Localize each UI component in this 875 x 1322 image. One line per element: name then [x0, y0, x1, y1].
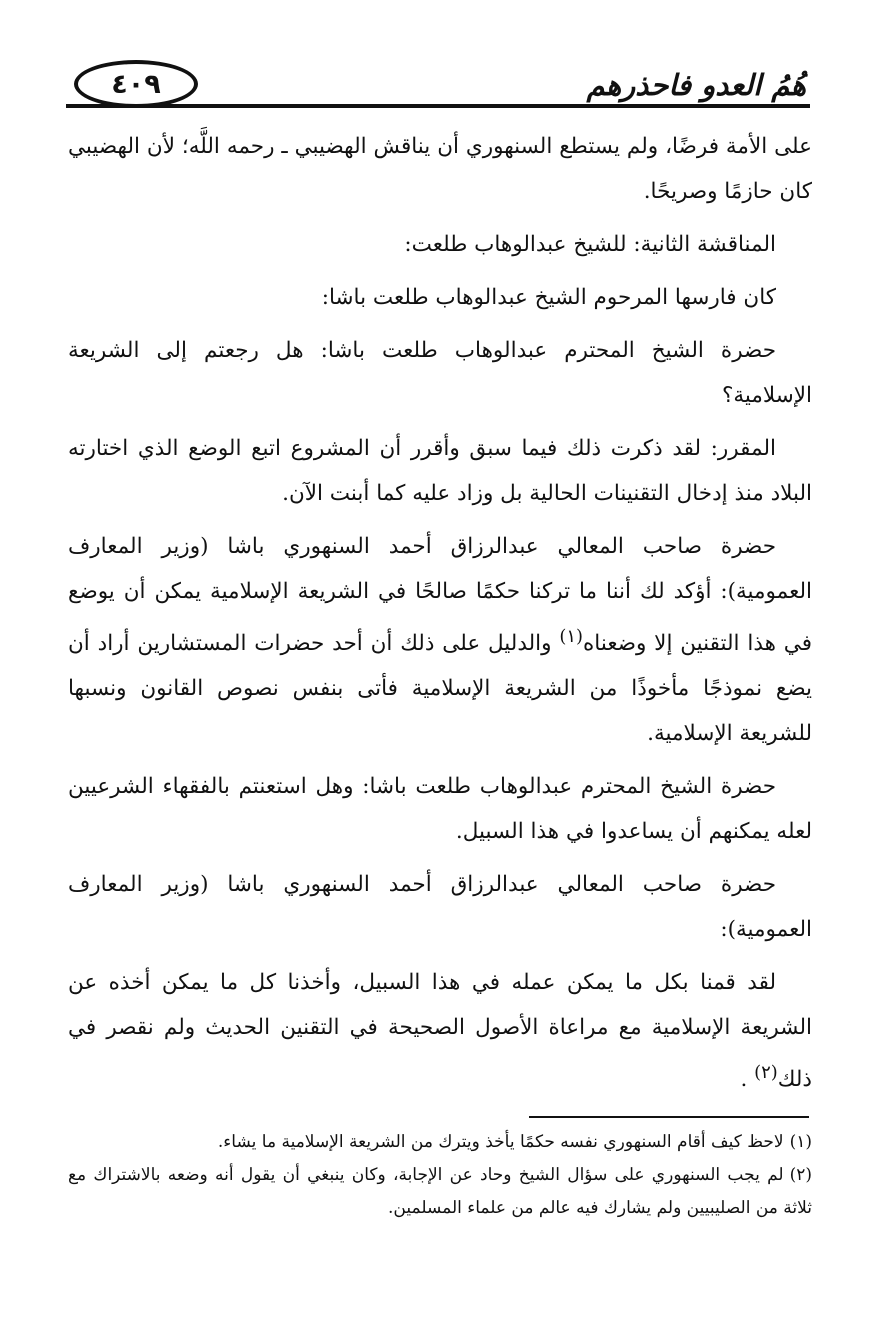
running-title: هُمُ العدو فاحذرهم — [586, 68, 806, 102]
paragraph: على الأمة فرضًا، ولم يستطع السنهوري أن يناقش الهضيبي ـ رحمه اللَّه؛ لأن الهضيبي كان حازمًا وصريحًا. — [68, 134, 812, 204]
footnote — [68, 1159, 812, 1225]
paragraph-text: . — [740, 1067, 748, 1093]
footnote-text: لاحظ كيف أقام السنهوري نفسه حكمًا يأخذ ويترك من الشريعة الإسلامية ما يشاء. — [217, 1132, 784, 1152]
paragraph: كان فارسها المرحوم الشيخ عبدالوهاب طلعت باشا: — [321, 285, 776, 310]
footnote-reference: (٢) — [754, 1062, 778, 1084]
footnote-text: لم يجب السنهوري على سؤال الشيخ وحاد عن الإجابة، وكان ينبغي أن يقول أنه وضعه بالاشتراك مع ثلاثة من الصليبيين ولم يشارك فيه عالم من علماء المسلمين. — [68, 1165, 812, 1218]
footnote-rule — [529, 1116, 809, 1118]
page-number: ٤٠٩ — [74, 60, 198, 108]
paragraph — [68, 524, 812, 756]
paragraph-text: حضرة صاحب المعالي عبدالرزاق أحمد السنهوري باشا (وزير المعارف العمومية): أؤكد لك أننا ما تركنا حكمًا صالحًا في الشريعة الإسلامية يمكن أن يوضع في هذا التقنين إلا وضعناه — [68, 534, 812, 657]
paragraph: حضرة الشيخ المحترم عبدالوهاب طلعت باشا: وهل استعنتم بالفقهاء الشرعيين لعله يمكنهم أن يساعدوا في هذا السبيل. — [68, 774, 812, 845]
header-rule — [66, 104, 810, 108]
footnote-reference: (١) — [559, 626, 584, 647]
footnote-marker: (٢) — [789, 1165, 812, 1185]
paragraph: حضرة صاحب المعالي عبدالرزاق أحمد السنهوري باشا (وزير المعارف العمومية): — [68, 872, 812, 943]
paragraph: حضرة الشيخ المحترم عبدالوهاب طلعت باشا: هل رجعتم إلى الشريعة الإسلامية؟ — [68, 338, 812, 408]
paragraph-text: لقد قمنا بكل ما يمكن عمله في هذا السبيل، وأخذنا كل ما يمكن أخذه عن الشريعة الإسلامية مع مراعاة الأصول الصحيحة في التقنين الحديث ولم نقصر في ذلك — [68, 970, 812, 1093]
paragraph — [68, 960, 812, 1102]
paragraph-text: والدليل على ذلك أن أحد حضرات المستشارين أراد أن يضع نموذجًا مأخوذًا من الشريعة الإسلامية فأتى بنفس نصوص القانون ونسبها للشريعة الإسلامية. — [68, 631, 812, 747]
footnote-marker: (١) — [789, 1132, 812, 1152]
body-text — [68, 124, 812, 1110]
footnote — [68, 1126, 812, 1159]
paragraph: المقرر: لقد ذكرت ذلك فيما سبق وأقرر أن المشروع اتبع الوضع الذي اختارته البلاد منذ إدخال التقنينات الحالية بل وزاد عليه كما أبنت الآن. — [68, 436, 812, 506]
footnotes — [68, 1126, 812, 1225]
paragraph: المناقشة الثانية: للشيخ عبدالوهاب طلعت: — [404, 232, 776, 257]
page-header — [66, 44, 810, 114]
